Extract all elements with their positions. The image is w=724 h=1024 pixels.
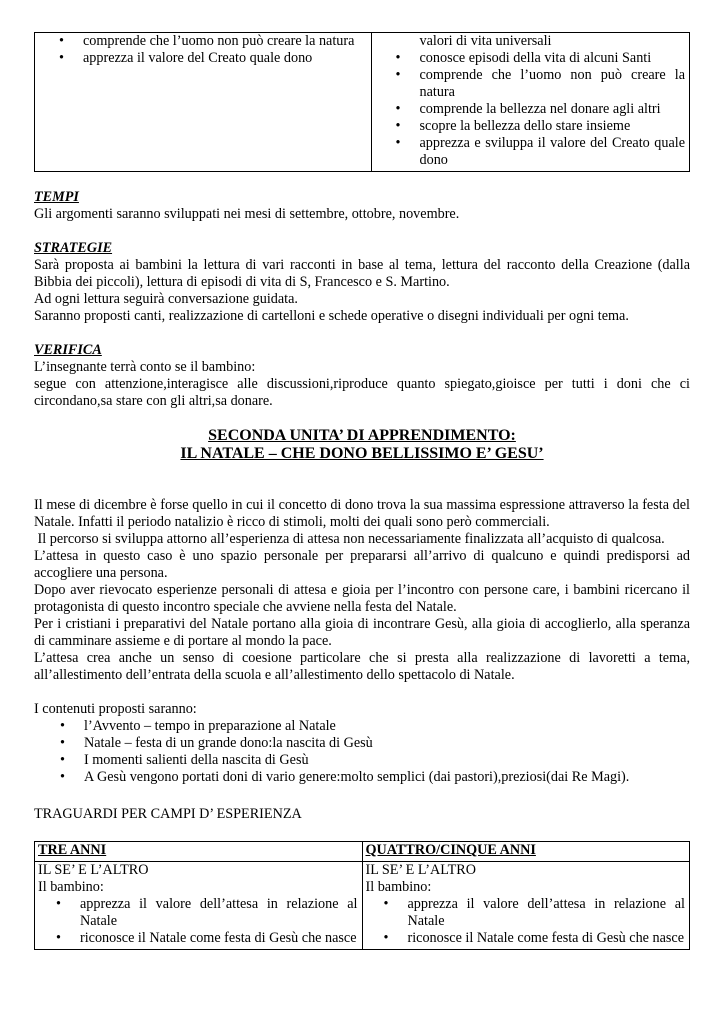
- unit-heading: [34, 427, 690, 463]
- col-header-quattro-cinque-anni: QUATTRO/CINQUE ANNI: [362, 842, 690, 862]
- list-item: • apprezza il valore dell’attesa in relazione al Natale: [80, 896, 358, 930]
- tre-anni-cell: [35, 862, 363, 950]
- list-item: • I momenti salienti della nascita di Gesù: [84, 752, 690, 769]
- col-header-tre-anni: TRE ANNI: [35, 842, 363, 862]
- paragraph: Dopo aver rievocato esperienze personali di attesa e gioia per l’incontro con persone care, i bambini ricercano il protagonista di questo incontro speciale che avviene nella festa del Natale.: [34, 582, 690, 615]
- list-item: • scopre la bellezza dello stare insieme: [420, 118, 686, 135]
- list-item: • riconosce il Natale come festa di Gesù che nasce: [80, 930, 358, 947]
- field-name: IL SE’ E L’ALTRO: [38, 862, 149, 878]
- paragraph: Il mese di dicembre è forse quello in cui il concetto di dono trova la sua massima espressione attraverso la festa del Natale. Infatti il periodo natalizio è ricco di stimoli, molti dei quali sono però commerciali.: [34, 497, 690, 530]
- contents-list: [34, 718, 690, 786]
- list-item: • comprende che l’uomo non può creare la natura: [420, 67, 686, 101]
- list-item: • apprezza il valore dell’attesa in relazione al Natale: [408, 896, 686, 930]
- field-intro: Il bambino:: [365, 879, 432, 895]
- verifica-section: [34, 342, 690, 410]
- objectives-cell-left: [35, 33, 372, 172]
- objectives-cell-right: [371, 33, 690, 172]
- unit-heading-line: IL NATALE – CHE DONO BELLISSIMO E’ GESU’: [180, 445, 544, 462]
- tempi-section: [34, 189, 690, 223]
- paragraph: segue con attenzione,interagisce alle discussioni,riproduce quanto spiegato,gioisce per tutti i doni che ci circondano,sa stare con gli altri,sa donare.: [34, 376, 690, 409]
- paragraph: Ad ogni lettura seguirà conversazione guidata.: [34, 291, 298, 307]
- paragraph: L’attesa crea anche un senso di coesione particolare che si presta alla realizzazione di lavoretti a tema, all’allestimento dell’entrata della scuola e all’allestimento dello spettacolo di Natale.: [34, 650, 690, 683]
- document-page: [34, 32, 690, 950]
- list-item: • comprende la bellezza nel donare agli altri: [420, 101, 686, 118]
- list-item: valori di vita universali: [419, 33, 552, 49]
- list-item: • apprezza il valore del Creato quale dono: [83, 50, 367, 67]
- paragraph: Gli argomenti saranno sviluppati nei mesi di settembre, ottobre, novembre.: [34, 206, 460, 222]
- field-name: IL SE’ E L’ALTRO: [365, 862, 476, 878]
- section-title: STRATEGIE: [34, 240, 113, 256]
- unit-intro: [34, 497, 690, 684]
- list-item: • conosce episodi della vita di alcuni Santi: [420, 50, 686, 67]
- field-intro: Il bambino:: [38, 879, 104, 895]
- goals-list: [366, 896, 686, 947]
- section-title: VERIFICA: [34, 342, 102, 358]
- contents-intro: I contenuti proposti saranno:: [34, 701, 197, 717]
- objectives-table-continued: [34, 32, 690, 172]
- goals-list: [38, 896, 358, 947]
- quattro-cinque-anni-cell: [362, 862, 690, 950]
- list-item: • apprezza e sviluppa il valore del Creato quale dono: [420, 135, 686, 169]
- contents-section: [34, 701, 690, 786]
- objectives-list-left: [39, 33, 367, 67]
- list-item: • comprende che l’uomo non può creare la natura: [83, 33, 367, 50]
- traguardi-table: [34, 841, 690, 950]
- list-item: • Natale – festa di un grande dono:la nascita di Gesù: [84, 735, 690, 752]
- paragraph: Il percorso si sviluppa attorno all’esperienza di attesa non necessariamente finalizzata all’acquisto di qualcosa.: [34, 531, 665, 547]
- strategie-section: [34, 240, 690, 325]
- paragraph: Per i cristiani i preparativi del Natale portano alla gioia di incontrare Gesù, alla gioia di accoglierlo, alla speranza di camminare assieme e di portare al mondo la pace.: [34, 616, 690, 649]
- paragraph: Sarà proposta ai bambini la lettura di vari racconti in base al tema, lettura del racconto della Creazione (dalla Bibbia dei piccoli), lettura di episodi di vita di S, Francesco e S. Martino.: [34, 257, 690, 290]
- paragraph: Saranno proposti canti, realizzazione di cartelloni e schede operative o disegni individuali per ogni tema.: [34, 308, 629, 324]
- list-item: • l’Avvento – tempo in preparazione al Natale: [84, 718, 690, 735]
- objectives-list-right: [376, 33, 686, 169]
- traguardi-title: TRAGUARDI PER CAMPI D’ ESPERIENZA: [34, 806, 302, 822]
- section-title: TEMPI: [34, 189, 79, 205]
- list-item: • A Gesù vengono portati doni di vario genere:molto semplici (dai pastori),preziosi(dai Re Magi).: [84, 769, 690, 786]
- unit-heading-line: SECONDA UNITA’ DI APPRENDIMENTO:: [208, 427, 516, 444]
- list-item: • riconosce il Natale come festa di Gesù che nasce: [408, 930, 686, 947]
- paragraph: L’insegnante terrà conto se il bambino:: [34, 359, 256, 375]
- paragraph: L’attesa in questo caso è uno spazio personale per prepararsi all’arrivo di qualcuno e quindi predisporsi ad accogliere una persona.: [34, 548, 690, 581]
